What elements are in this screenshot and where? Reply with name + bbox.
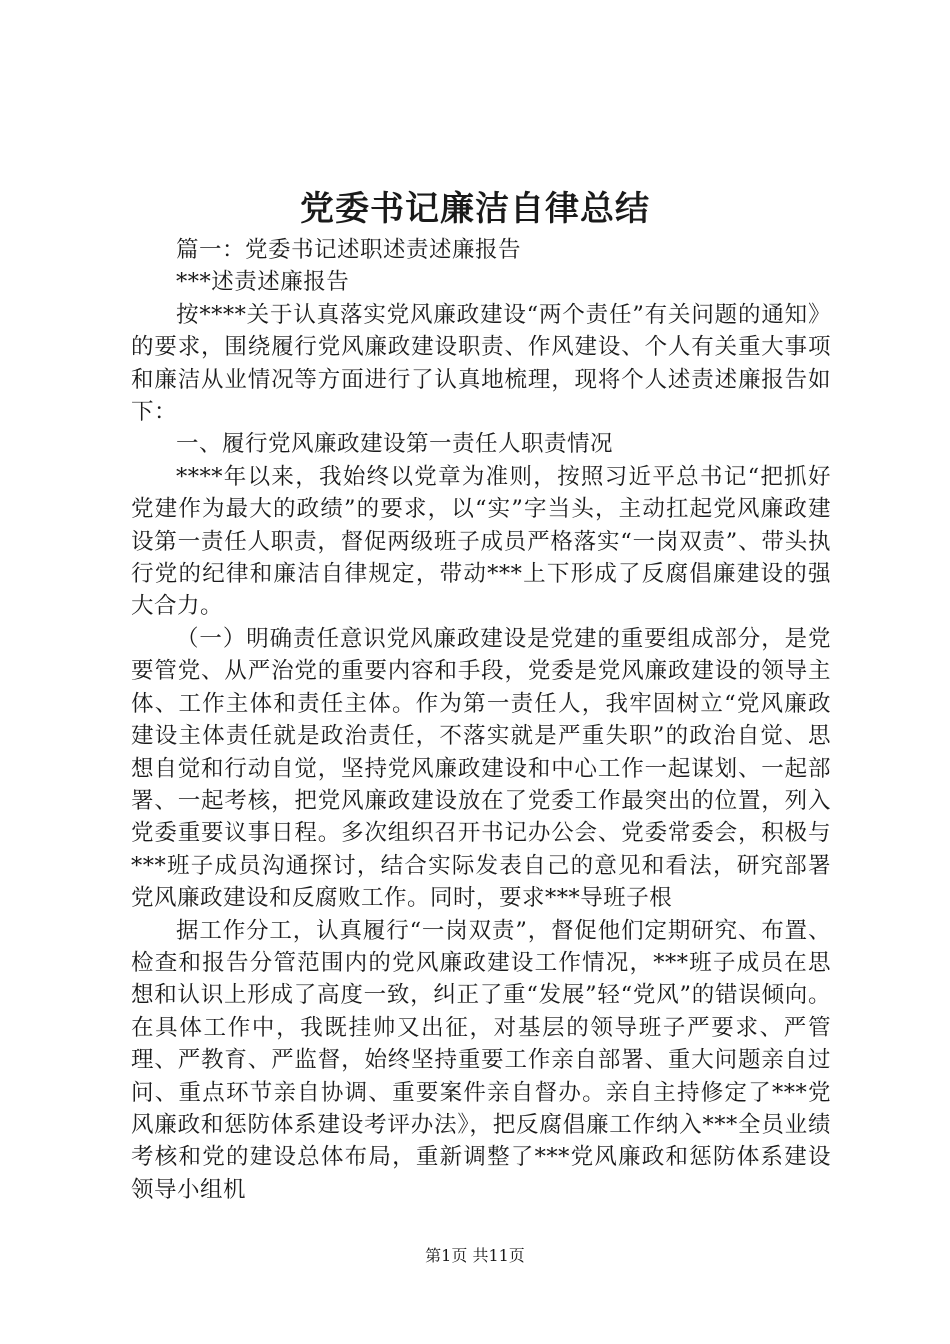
document-title: 党委书记廉洁自律总结 [300,189,650,229]
document-body [131,234,831,1206]
report-heading: ***述责述廉报告 [176,269,350,296]
page-number-footer: 第1页 共11页 [425,1246,525,1265]
body-paragraph: 据工作分工，认真履行“一岗双责”，督促他们定期研究、布置、检查和报告分管范围内的党风廉政建设工作情况，***班子成员在思想和认识上形成了高度一致，纠正了重“发展”轻“党风”的错误倾向。在具体工作中，我既挂帅又出征，对基层的领导班子严要求、严管理、严教育、严监督，始终坚持重要工作亲自部署、重大问题亲自过问、重点环节亲自协调、重要案件亲自督办。亲自主持修定了***党风廉政和惩防体系建设考评办法》，把反腐倡廉工作纳入***全员业绩考核和党的建设总体布局，重新调整了***党风廉政和惩防体系建设领导小组机 [131,917,831,1203]
subsection-heading: 一、履行党风廉政建设第一责任人职责情况 [176,431,614,458]
section-heading: 篇一：党委书记述职述责述廉报告 [176,237,522,263]
body-paragraph: （一）明确责任意识党风廉政建设是党建的重要组成部分，是党要管党、从严治党的重要内容和手段，党委是党风廉政建设的领导主体、工作主体和责任主体。作为第一责任人，我牢固树立“党风廉政建设主体责任就是政治责任，不落实就是严重失职”的政治自觉、思想自觉和行动自觉，坚持党风廉政建设和中心工作一起谋划、一起部署、一起考核，把党风廉政建设放在了党委工作最突出的位置，列入党委重要议事日程。多次组织召开书记办公会、党委常委会，积极与***班子成员沟通探讨，结合实际发表自己的意见和看法，研究部署党风廉政建设和反腐败工作。同时，要求***导班子根 [131,625,831,912]
body-paragraph: 按****关于认真落实党风廉政建设“两个责任”有关问题的通知》的要求，围绕履行党风廉政建设职责、作风建设、个人有关重大事项和廉洁从业情况等方面进行了认真地梳理，现将个人述责述廉报告如下： [131,301,831,426]
body-paragraph: ****年以来，我始终以党章为准则，按照习近平总书记“把抓好党建作为最大的政绩”的要求，以“实”字当头，主动扛起党风廉政建设第一责任人职责，督促两级班子成员严格落实“一岗双责”、带头执行党的纪律和廉洁自律规定，带动***上下形成了反腐倡廉建设的强大合力。 [131,463,831,620]
